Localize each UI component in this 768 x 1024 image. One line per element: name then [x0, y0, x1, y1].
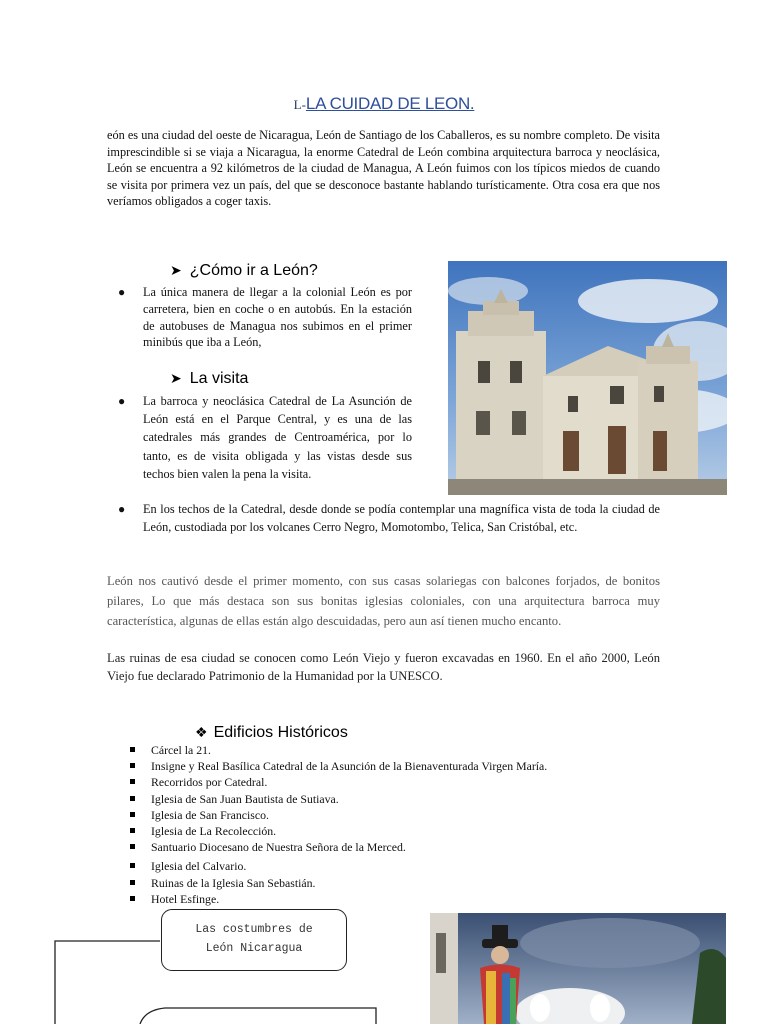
heading-como-ir-text: ¿Cómo ir a León?: [189, 262, 318, 279]
list-item: Insigne y Real Basílica Catedral de la Asunción de la Bienaventurada Virgen María.: [130, 758, 650, 774]
festival-photo: [430, 913, 726, 1024]
bullet-visita-1: [118, 392, 412, 483]
box-line-2: León Nicaragua: [205, 942, 303, 955]
bullet-dot-icon: ●: [118, 285, 126, 299]
intro-paragraph: eón es una ciudad del oeste de Nicaragua, León de Santiago de los Caballeros, es su nombre completo. De visita imprescindible si se viaja a Nicaragua, la enorme Catedral de León combina arquitectura barroca y neoclásica, León se encuentra a 92 kilómetros de la ciudad de Managua, A León fuimos con los típicos miedos de cuando se visita por primera vez un país, del que se desconoce bastante hablando turísticamente. Otra cosa era que nos veríamos obligados a coger taxis.: [107, 128, 660, 209]
heading-la-visita: [170, 370, 248, 388]
bullet-visita-1-text: La barroca y neoclásica Catedral de La Asunción de León está en el Parque Central, y es una de las catedrales más grandes de Centroamérica, por lo tanto, es de visita obligada y las vistas desde sus techos bien valen la pena la visita.: [143, 394, 412, 481]
square-bullet-icon: [130, 863, 135, 868]
bullet-visita-2: [118, 500, 660, 536]
bullet-como-ir: [118, 284, 412, 351]
heading-edificios-text: Edificios Históricos: [213, 724, 348, 741]
square-bullet-icon: [130, 779, 135, 784]
bullet-dot-icon: ●: [118, 502, 126, 516]
square-bullet-icon: [130, 812, 135, 817]
square-bullet-icon: [130, 844, 135, 849]
box-line-1: Las costumbres de: [195, 923, 313, 936]
list-item: Hotel Esfinge.: [130, 891, 650, 907]
list-item: Iglesia de San Francisco.: [130, 807, 650, 823]
list-item: Recorridos por Catedral.: [130, 774, 650, 790]
list-item: Iglesia del Calvario.: [130, 858, 650, 874]
paragraph-ruinas: Las ruinas de esa ciudad se conocen como León Viejo y fueron excavadas en 1960. En el año 2000, León Viejo fue declarado Patrimonio de la Humanidad por la UNESCO.: [107, 651, 660, 683]
square-bullet-icon: [130, 896, 135, 901]
bullet-como-ir-text: La única manera de llegar a la colonial León es por carretera, bien en coche o en autobús. En la estación de autobuses de Managua nos subimos en el primer minibús que iba a León,: [143, 285, 412, 350]
paragraph-cautivo: León nos cautivó desde el primer momento, con sus casas solariegas con balcones forjados, de bonitos pilares, Lo que más destaca son sus bonitas iglesias coloniales, con una arquitectura barroca muy característica, algunas de ellas están algo descuidadas, pero aun así tienen mucho encanto.: [107, 574, 660, 628]
bullet-visita-2-text: En los techos de la Catedral, desde donde se podía contemplar una magnífica vista de toda la ciudad de León, custodiada por los volcanes Cerro Negro, Momotombo, Telica, San Cristóbal, etc.: [143, 502, 660, 535]
arrow-bullet-icon: ➤: [170, 262, 182, 278]
title-text: LA CUIDAD DE LEON.: [305, 94, 475, 113]
square-bullet-icon: [130, 796, 135, 801]
heading-la-visita-text: La visita: [189, 370, 249, 387]
page-title: [0, 94, 768, 114]
square-bullet-icon: [130, 763, 135, 768]
square-bullet-icon: [130, 747, 135, 752]
cathedral-photo: [448, 261, 727, 495]
square-bullet-icon: [130, 880, 135, 885]
diagram-box-costumbres: [161, 909, 347, 971]
heading-como-ir: [170, 262, 318, 280]
bullet-dot-icon: ●: [118, 394, 126, 408]
title-prefix: L-: [293, 97, 306, 112]
list-item: Santuario Diocesano de Nuestra Señora de la Merced.: [130, 839, 650, 855]
list-item: Iglesia de La Recolección.: [130, 823, 650, 839]
list-item: Iglesia de San Juan Bautista de Sutiava.: [130, 791, 650, 807]
diamond-bullet-icon: ❖: [195, 724, 208, 740]
heading-edificios: [195, 724, 348, 742]
arrow-bullet-icon: ➤: [170, 370, 182, 386]
square-bullet-icon: [130, 828, 135, 833]
edificios-list: [130, 742, 650, 907]
list-item: Ruinas de la Iglesia San Sebastián.: [130, 875, 650, 891]
list-item: Cárcel la 21.: [130, 742, 650, 758]
